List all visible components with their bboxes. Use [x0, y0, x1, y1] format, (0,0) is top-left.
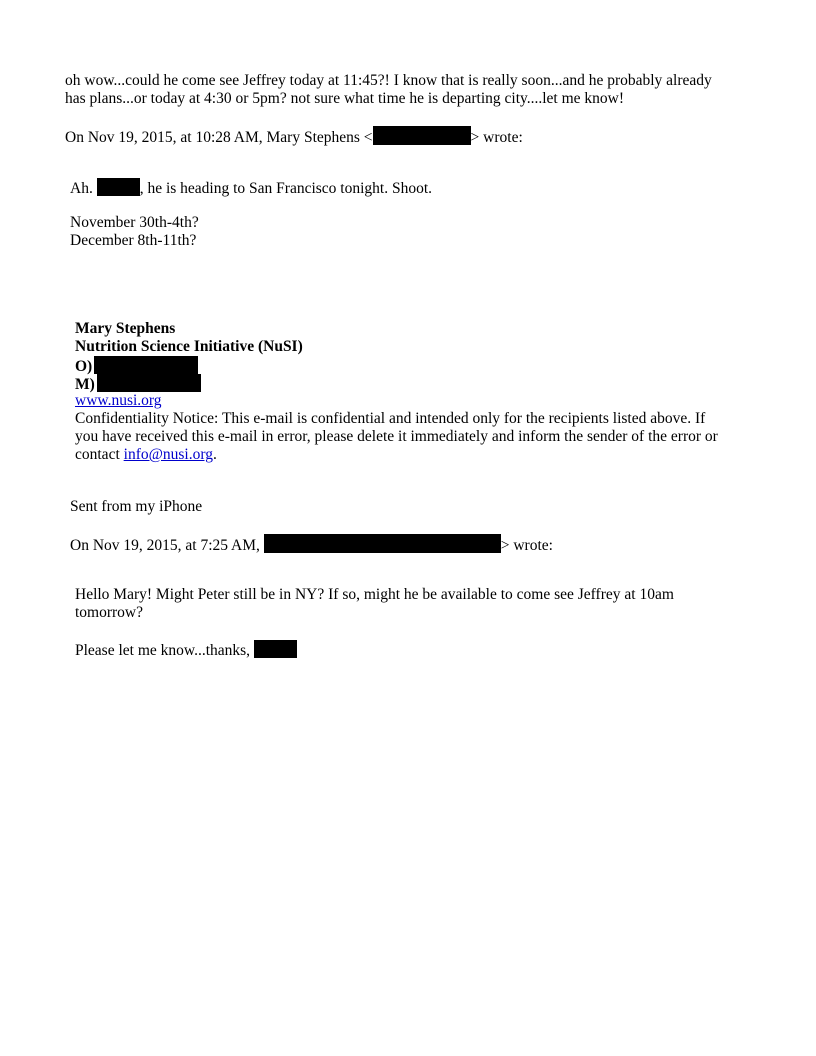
website-line	[75, 392, 162, 410]
reply-line-2: has plans...or today at 4:30 or 5pm? not sure what time he is departing city....let me know!	[65, 90, 625, 107]
sent-from: Sent from my iPhone	[70, 498, 203, 515]
signature-mobile-line	[75, 374, 201, 394]
quote-2-closing	[75, 640, 297, 660]
signature-org: Nutrition Science Initiative (NuSI)	[75, 338, 303, 355]
quote-2-line-2: tomorrow?	[75, 604, 144, 621]
redacted-name	[97, 178, 140, 196]
quote-header-1-suffix: > wrote:	[470, 129, 523, 146]
confidentiality-line-3	[75, 446, 217, 464]
quote-1-ah-line	[70, 178, 432, 198]
redacted-email	[373, 126, 471, 145]
ah-prefix: Ah.	[70, 180, 97, 197]
contact-email-link[interactable]: info@nusi.org	[123, 446, 213, 463]
ah-suffix: , he is heading to San Francisco tonight. Shoot.	[139, 180, 433, 197]
redacted-signoff	[254, 640, 297, 658]
confidentiality-line-1: Confidentiality Notice: This e-mail is confidential and intended only for the recipients listed above. If	[75, 410, 706, 427]
redacted-mobile-phone	[97, 374, 201, 392]
contact-prefix: contact	[75, 446, 124, 463]
quote-header-2	[70, 534, 553, 555]
signature-office-line	[75, 356, 198, 376]
quote-2-line-1: Hello Mary! Might Peter still be in NY? If so, might he be available to come see Jeffrey at 10am	[75, 586, 674, 603]
date-option-2: December 8th-11th?	[70, 232, 197, 249]
date-option-1: November 30th-4th?	[70, 214, 199, 231]
quote-header-2-suffix: > wrote:	[500, 537, 553, 554]
quote-header-1-prefix: On Nov 19, 2015, at 10:28 AM, Mary Stephens <	[65, 129, 373, 146]
closing-prefix: Please let me know...thanks,	[75, 642, 254, 659]
website-link[interactable]: www.nusi.org	[75, 392, 162, 409]
contact-suffix: .	[212, 446, 217, 463]
quote-header-1	[65, 126, 523, 147]
quote-header-2-prefix: On Nov 19, 2015, at 7:25 AM,	[70, 537, 264, 554]
office-label: O)	[75, 358, 93, 375]
mobile-label: M)	[75, 376, 95, 393]
redacted-sender	[264, 534, 501, 553]
signature-name: Mary Stephens	[75, 320, 176, 337]
confidentiality-line-2: you have received this e-mail in error, please delete it immediately and inform the sender of the error or	[75, 428, 718, 445]
redacted-office-phone	[94, 356, 198, 374]
reply-line-1: oh wow...could he come see Jeffrey today at 11:45?! I know that is really soon...and he probably already	[65, 72, 712, 89]
